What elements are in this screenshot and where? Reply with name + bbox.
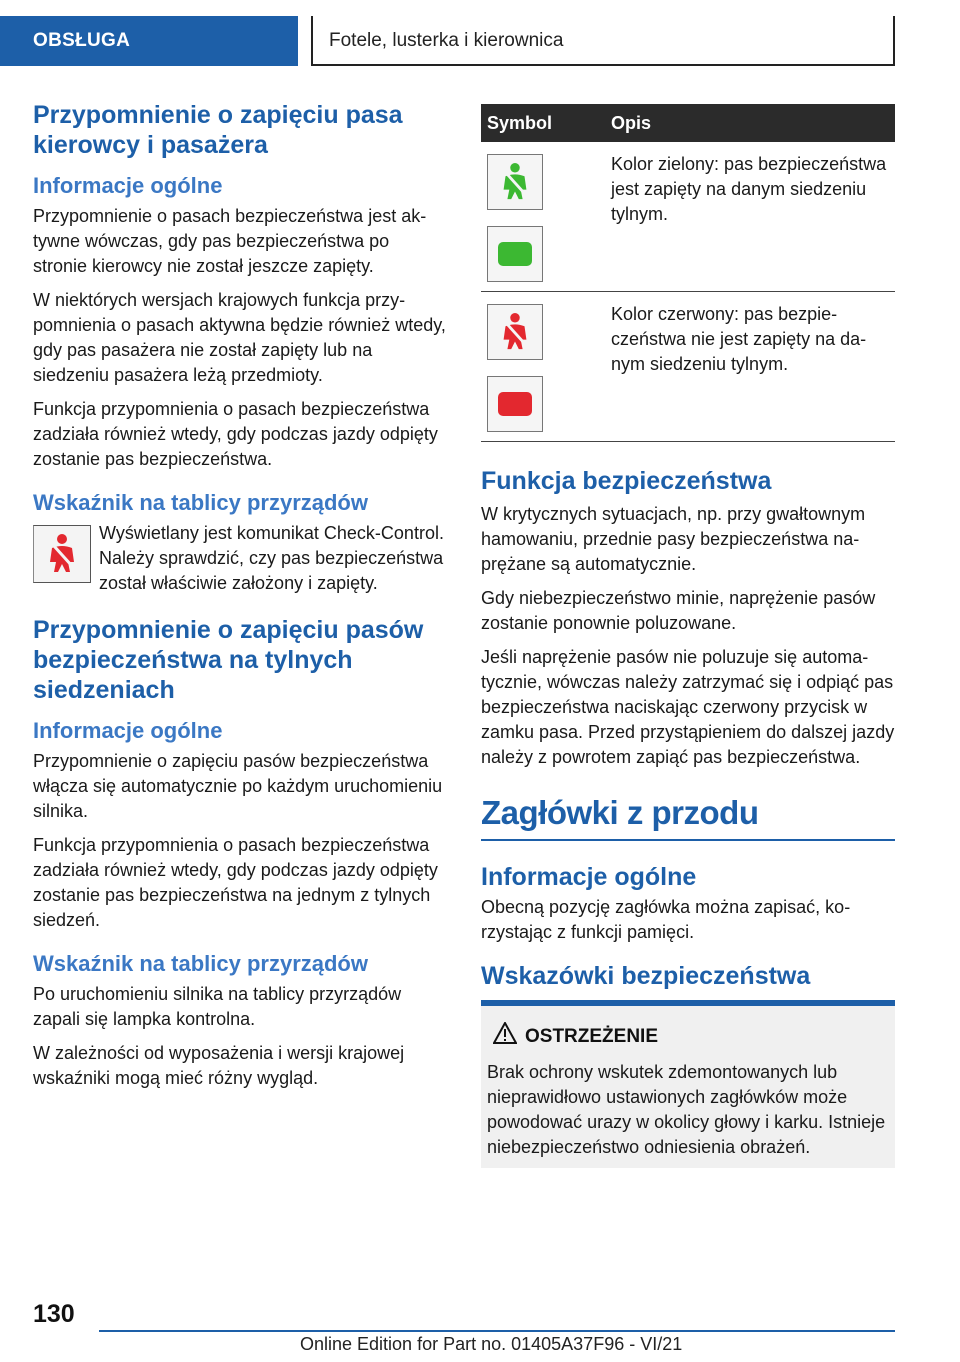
paragraph: Obecną pozycję zagłówka można zapisać, korzystając z funkcji pamięci.	[481, 897, 851, 942]
warning-title: OSTRZEŻENIE	[487, 1022, 889, 1052]
column-header-symbol: Symbol	[487, 113, 553, 133]
paragraph: W zależności od wyposażenia i wersji krajowej wskaźniki mogą mieć różny wygląd.	[33, 1043, 405, 1088]
subheading-general-info: Informacje ogólne	[33, 718, 223, 743]
indicator-row	[33, 521, 447, 601]
seatbelt-red-icon	[487, 304, 543, 360]
chapter-title: Fotele, lusterka i kierownica	[311, 16, 895, 66]
table-row	[481, 142, 895, 292]
paragraph: W krytycznych sytuacjach, np. przy gwałtownym hamowaniu, przednie pasy bezpieczeństwa naprężane są automatycznie.	[481, 504, 866, 574]
subheading-general-info: Informacje ogólne	[481, 863, 697, 891]
section-tab: OBSŁUGA	[0, 16, 298, 66]
warning-text: Brak ochrony wskutek zdemontowanych lub nieprawidłowo ustawionych zagłówków może powodować urazy w okolicy głowy i karku. Istnieje niebezpieczeństwo odniesienia obrażeń.	[487, 1062, 886, 1157]
left-column	[33, 100, 447, 1100]
paragraph: Funkcja przypomnienia o pasach bezpieczeństwa zadziała również wtedy, gdy podczas jazdy odpięty zostanie pas bezpieczeństwa.	[33, 399, 438, 469]
paragraph: Funkcja przypomnienia o pasach bezpieczeństwa zadziała również wtedy, gdy podczas jazdy odpięty zostanie pas bezpieczeństwa na jednym z tylnych siedzeń.	[33, 835, 438, 930]
subheading-indicator: Wskaźnik na tablicy przyrządów	[33, 951, 368, 976]
table-row	[481, 292, 895, 442]
page-number: 130	[33, 1300, 75, 1328]
right-column	[481, 466, 895, 1168]
subheading-safety-notes: Wskazówki bezpieczeństwa	[481, 962, 811, 990]
paragraph: W niektórych wersjach krajowych funkcja przypomnienia o pasach aktywna będzie również wtedy, gdy pas pasażera nie został zapięty lub na siedzeniu pasażera leżą przedmioty.	[33, 290, 446, 385]
paragraph: Przypomnienie o zapięciu pasów bezpieczeństwa włącza się automatycznie po każdym uruchomieniu silnika.	[33, 751, 443, 821]
section-heading-safety-function: Funkcja bezpieczeństwa	[481, 467, 772, 495]
seatbelt-green-icon	[487, 154, 543, 210]
paragraph: Gdy niebezpieczeństwo minie, naprężenie pasów zostanie ponownie poluzowane.	[481, 588, 876, 633]
chapter-heading-headrests: Zagłówki z przodu	[481, 793, 895, 841]
paragraph: Przypomnienie o pasach bezpieczeństwa jest aktywne wówczas, gdy pas bezpieczeństwa po stronie kierowcy nie został jeszcze zapięty.	[33, 206, 427, 276]
table-cell-description: Kolor czerwony: pas bezpieczeństwa nie jest zapięty na danym siedzeniu tylnym.	[611, 304, 867, 374]
table-cell-description: Kolor zielony: pas bezpieczeństwa jest zapięty na danym siedzeniu tylnym.	[611, 154, 887, 224]
column-header-description: Opis	[611, 113, 652, 133]
symbol-table	[481, 104, 895, 442]
edition-text: Online Edition for Part no. 01405A37F96 - VI/21	[300, 1334, 683, 1354]
warning-triangle-icon	[493, 1022, 517, 1052]
subheading-general-info: Informacje ogólne	[33, 173, 223, 198]
section-heading-driver-reminder: Przypomnienie o zapięciu pasa kierowcy i pasażera	[33, 101, 403, 159]
paragraph: Po uruchomieniu silnika na tablicy przyrządów zapali się lampka kontrolna.	[33, 984, 402, 1029]
subheading-indicator: Wskaźnik na tablicy przyrządów	[33, 490, 368, 515]
warning-box	[481, 1000, 895, 1168]
section-heading-rear-reminder: Przypomnienie o zapięciu pasów bezpieczeństwa na tylnych siedzeniach	[33, 616, 424, 704]
paragraph: Jeśli naprężenie pasów nie poluzuje się automatycznie, wówczas należy zatrzymać się i odpiąć pas bezpieczeństwa naciskając czerwony przycisk w zamku pasa. Przed przystąpieniem do dalszej jazdy należy z powrotem zapiąć pas bezpieczeństwa.	[481, 647, 895, 767]
paragraph: Wyświetlany jest komunikat Check-Control. Należy sprawdzić, czy pas bezpieczeństwa został właściwie założony i zapięty.	[99, 523, 444, 593]
seat-green-indicator-icon	[487, 226, 543, 282]
table-header	[481, 104, 895, 142]
seatbelt-warning-icon	[33, 525, 91, 583]
seat-red-indicator-icon	[487, 376, 543, 432]
footer-divider	[99, 1330, 895, 1332]
